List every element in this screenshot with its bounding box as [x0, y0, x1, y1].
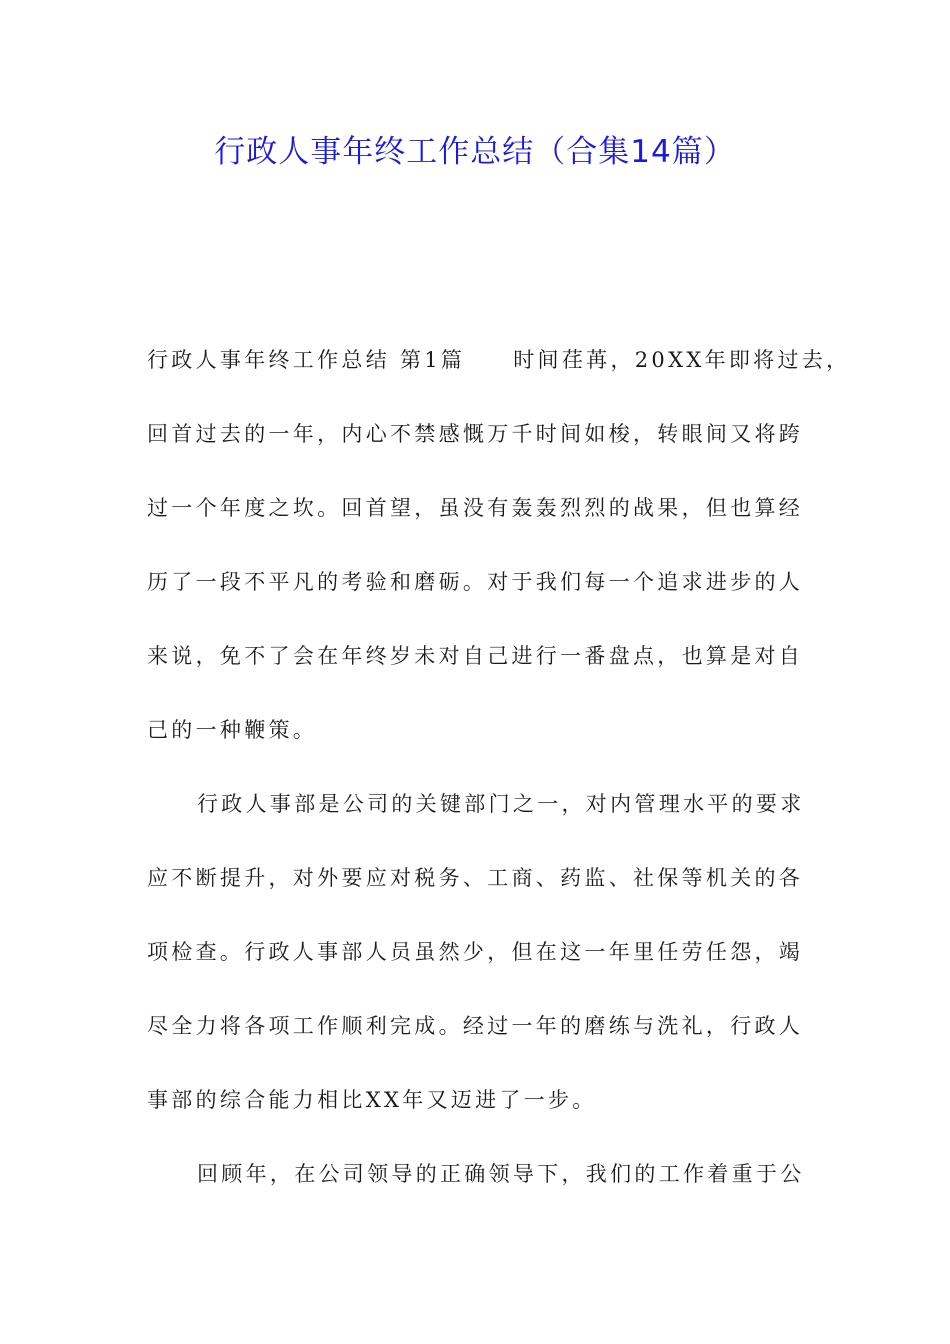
body-line-4: 历了一段不平凡的考验和磨砺。对于我们每一个追求进步的人 — [147, 570, 804, 594]
body-line-9: 项检查。行政人事部人员虽然少，但在这一年里任劳任怨，竭 — [147, 940, 804, 964]
body-line-5: 来说，免不了会在年终岁未对自己进行一番盘点，也算是对自 — [147, 644, 804, 668]
document-title: 行政人事年终工作总结（合集14篇） — [214, 134, 736, 170]
body-line-10: 尽全力将各项工作顺利完成。经过一年的磨练与洗礼，行政人 — [147, 1014, 804, 1038]
body-line-6: 己的一种鞭策。 — [147, 718, 318, 742]
body-line-7: 行政人事部是公司的关键部门之一，对内管理水平的要求 — [197, 792, 805, 816]
body-line-2: 回首过去的一年，内心不禁感慨万千时间如梭，转眼间又将跨 — [147, 422, 804, 446]
body-line-8: 应不断提升，对外要应对税务、工商、药监、社保等机关的各 — [147, 866, 804, 890]
body-line-12: 回顾年，在公司领导的正确领导下，我们的工作着重于公 — [197, 1162, 805, 1186]
body-line-11: 事部的综合能力相比XX年又迈进了一步。 — [147, 1088, 597, 1112]
body-line-3: 过一个年度之坎。回首望，虽没有轰轰烈烈的战果，但也算经 — [147, 496, 804, 520]
section-heading: 行政人事年终工作总结 第1篇 — [147, 348, 466, 372]
body-line-1-text: 时间荏苒，20XX年即将过去， — [513, 348, 851, 372]
document-body — [147, 335, 851, 1223]
body-line-1 — [147, 335, 851, 409]
